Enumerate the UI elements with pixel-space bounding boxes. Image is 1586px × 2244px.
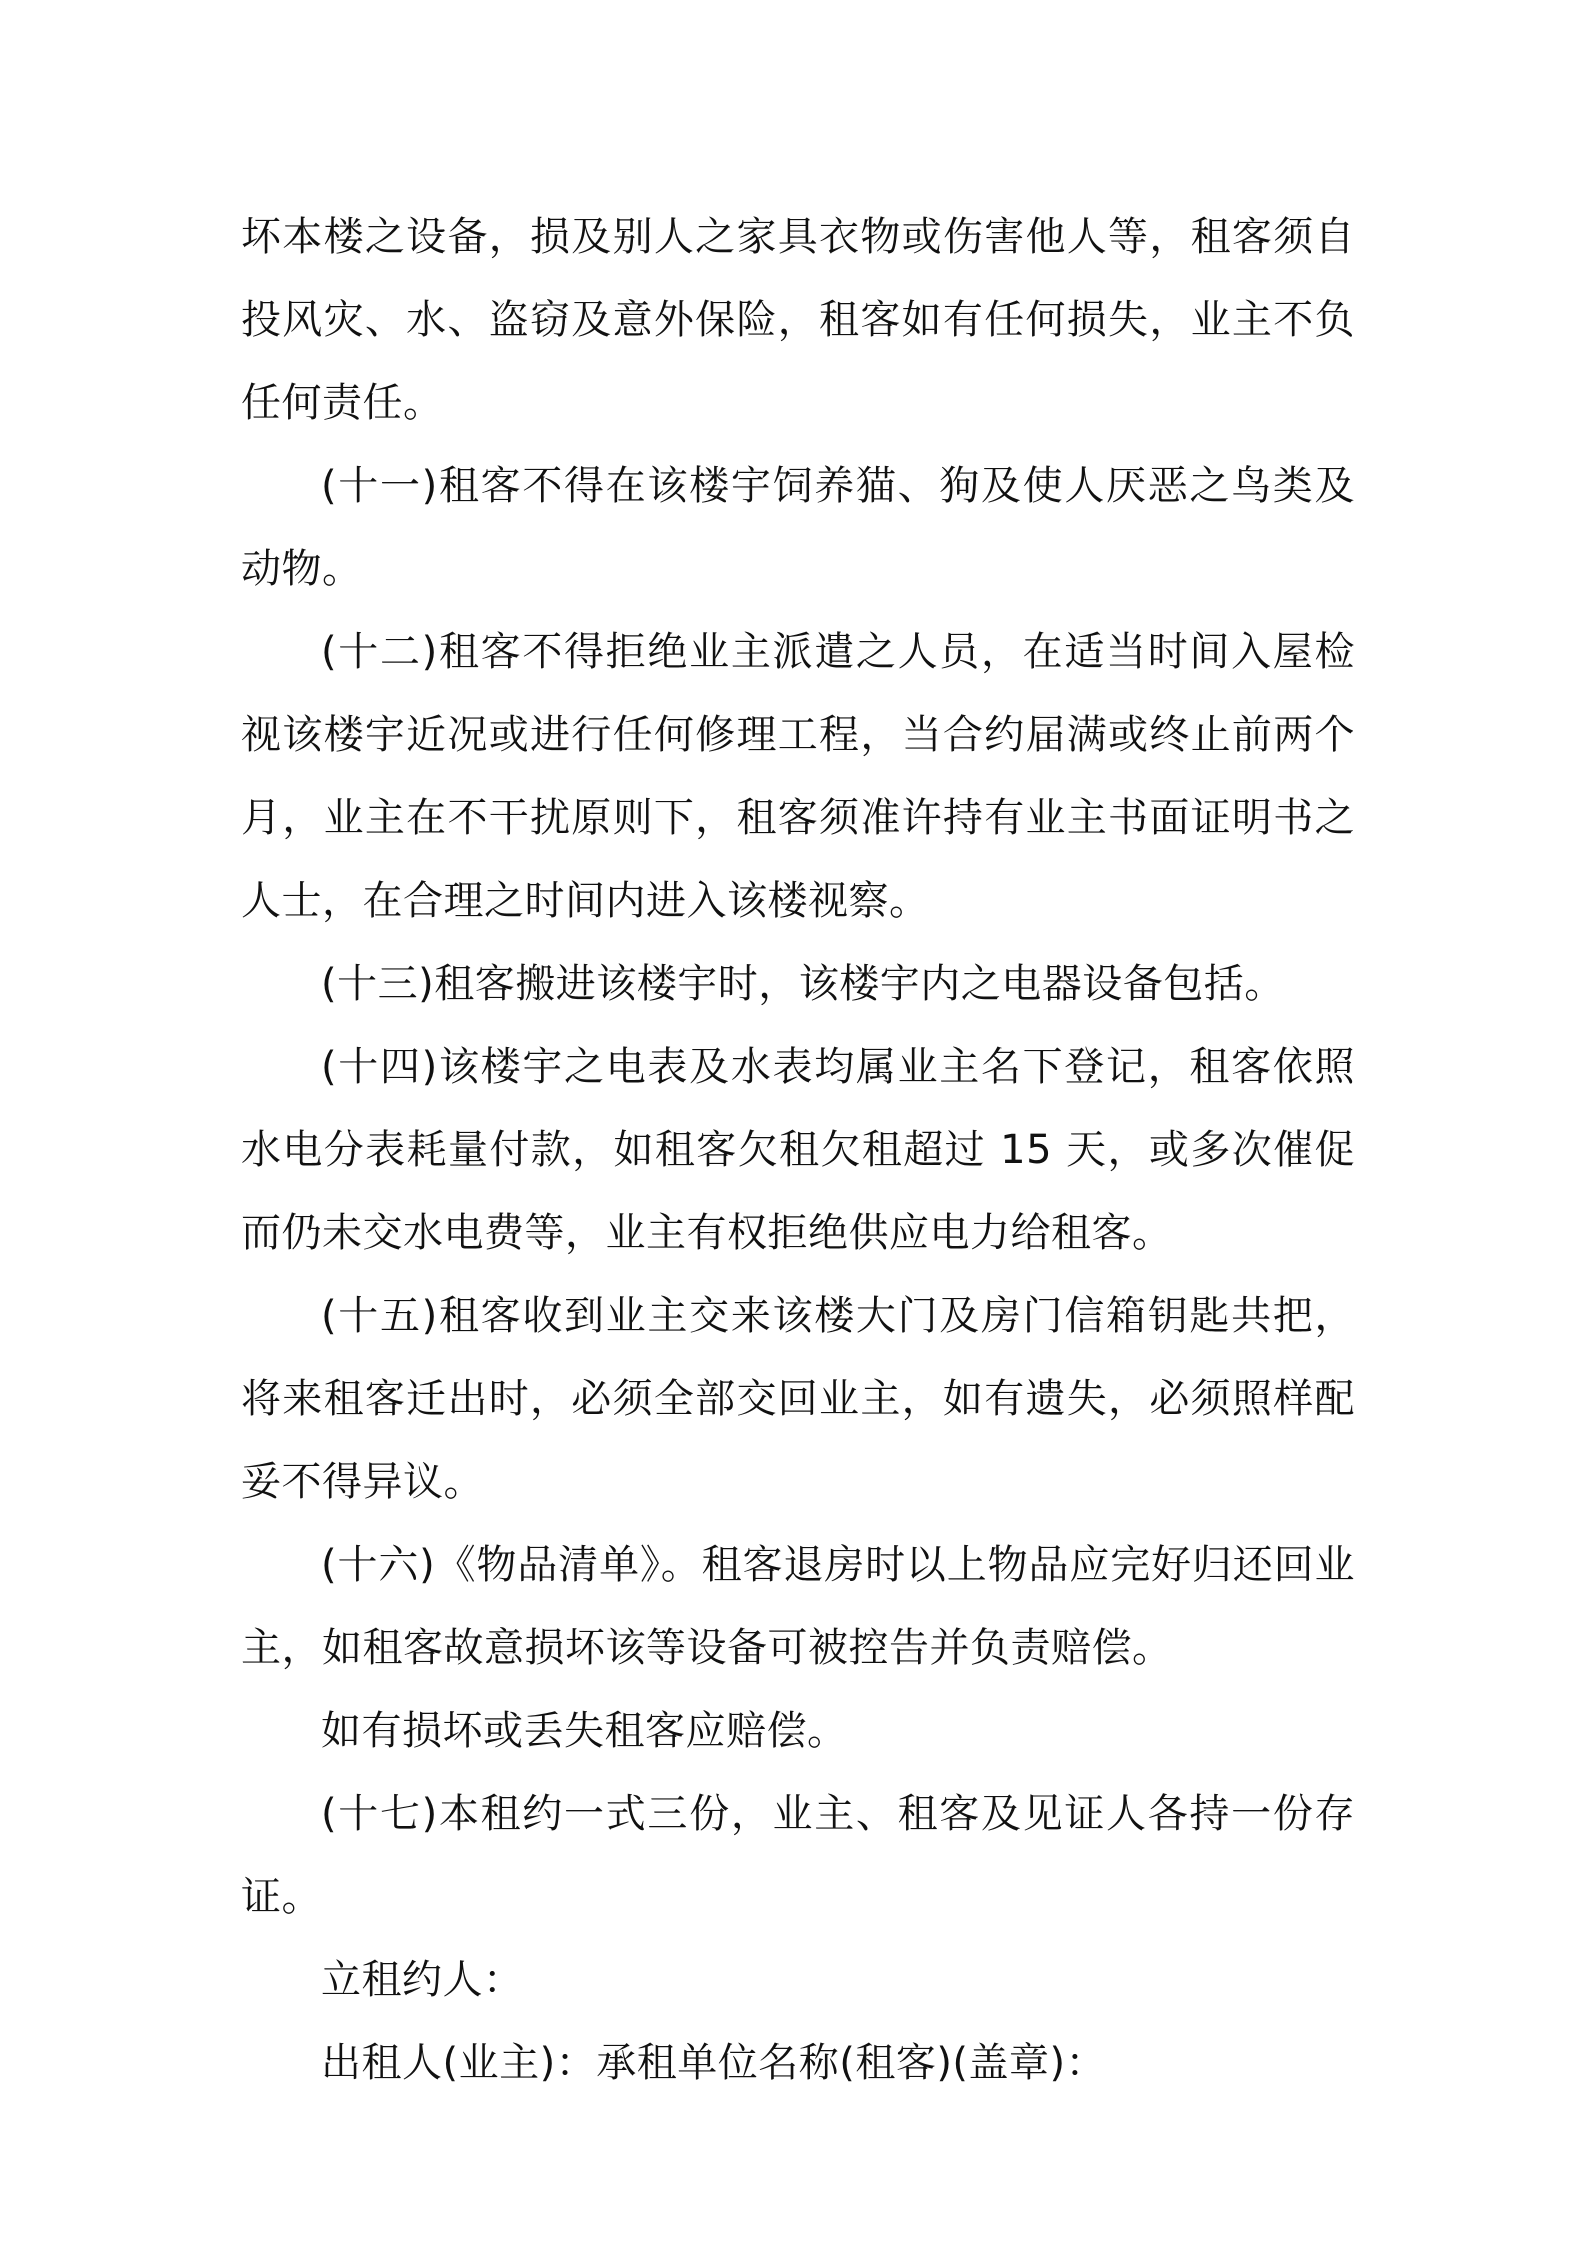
paragraph-clause-12: (十二)租客不得拒绝业主派遣之人员，在适当时间入屋检视该楼宇近况或进行任何修理工程，当合约届满或终止前两个月，业主在不干扰原则下，租客须准许持有业主书面证明书之人士，在合理之时间内进入该楼视察。 [241,629,1355,924]
paragraph-clause-13: (十三)租客搬进该楼宇时，该楼宇内之电器设备包括。 [321,961,1285,1007]
paragraph-clause-15: (十五)租客收到业主交来该楼大门及房门信箱钥匙共把，将来租客迁出时，必须全部交回业主，如有遗失，必须照样配妥不得异议。 [241,1293,1355,1505]
signatory-heading: 立租约人： [321,1957,524,2003]
paragraph-clause-16: (十六)《物品清单》。租客退房时以上物品应完好归还回业主，如租客故意损坏该等设备可被控告并负责赔偿。 [241,1542,1355,1671]
paragraph-clause-14: (十四)该楼宇之电表及水表均属业主名下登记，租客依照水电分表耗量付款，如租客欠租欠租超过 15 天，或多次催促而仍未交水电费等，业主有权拒绝供应电力给租客。 [241,1044,1355,1256]
contract-body [241,196,1355,2105]
paragraph-clause-17: (十七)本租约一式三份，业主、租客及见证人各持一份存证。 [241,1791,1355,1920]
signature-line: 出租人(业主)：承租单位名称(租客)(盖章)： [321,2040,1107,2086]
paragraph-damage-note: 如有损坏或丢失租客应赔偿。 [321,1708,848,1754]
paragraph-liability: 坏本楼之设备，损及别人之家具衣物或伤害他人等，租客须自投风灾、水、盗窃及意外保险，租客如有任何损失，业主不负任何责任。 [241,214,1355,426]
paragraph-clause-11: (十一)租客不得在该楼宇饲养猫、狗及使人厌恶之鸟类及动物。 [241,463,1355,592]
